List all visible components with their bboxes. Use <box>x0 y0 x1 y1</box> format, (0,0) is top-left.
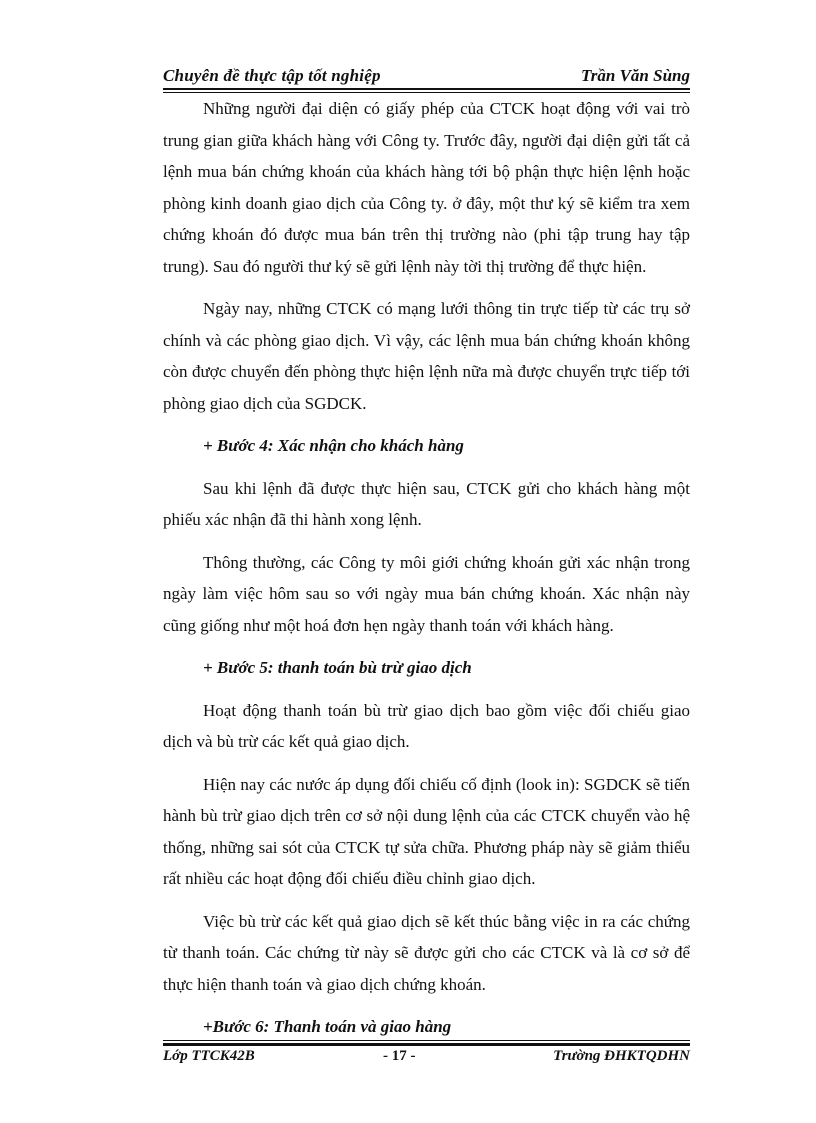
paragraph-network: Ngày nay, những CTCK có mạng lưới thông tin trực tiếp từ các trụ sở chính và các phòng giao dịch. Vì vậy, các lệnh mua bán chứng khoán không còn được chuyển đến phòng thực hiện lệnh nữa mà được chuyển trực tiếp tới phòng giao dịch của SGDCK. <box>163 299 690 413</box>
header-rule <box>163 88 690 90</box>
footer-rule-thin <box>163 1040 690 1041</box>
header-title: Chuyên đề thực tập tốt nghiệp <box>163 66 381 85</box>
paragraph-confirmation: Sau khi lệnh đã được thực hiện sau, CTCK gửi cho khách hàng một phiếu xác nhận đã thi hành xong lệnh. <box>163 478 690 529</box>
paragraph-lock-in: Hiện nay các nước áp dụng đối chiếu cố định (look in): SGDCK sẽ tiến hành bù trừ giao dịch trên cơ sở nội dung lệnh của các CTCK chuyển vào hệ thống, những sai sót của CTCK tự sửa chữa. Phương pháp này sẽ giảm thiểu rất nhiều các hoạt động đối chiếu điều chỉnh giao dịch. <box>163 774 690 888</box>
page-footer <box>163 1040 690 1070</box>
paragraph-clearing: Hoạt động thanh toán bù trừ giao dịch bao gồm việc đối chiếu giao dịch và bù trừ các kết quả giao dịch. <box>163 700 690 751</box>
heading-step-5: + Bước 5: thanh toán bù trừ giao dịch <box>203 658 472 677</box>
heading-step-6: +Bước 6: Thanh toán và giao hàng <box>203 1017 452 1036</box>
footer-rule <box>163 1043 690 1046</box>
page-number: - 17 - <box>383 1048 416 1064</box>
footer-class: Lớp TTCK42B <box>163 1048 255 1064</box>
footer-school: Trường ĐHKTQDHN <box>553 1048 690 1064</box>
heading-step-4: + Bước 4: Xác nhận cho khách hàng <box>203 436 464 455</box>
paragraph-settlement-docs: Việc bù trừ các kết quả giao dịch sẽ kết thúc bằng việc in ra các chứng từ thanh toán. Các chứng từ này sẽ được gửi cho các CTCK và là cơ sở để thực hiện thanh toán và giao dịch chứng khoán. <box>163 911 690 994</box>
page-header <box>163 66 690 90</box>
paragraph-representatives: Những người đại diện có giấy phép của CTCK hoạt động với vai trò trung gian giữa khách hàng với Công ty. Trước đây, người đại diện gửi tất cả lệnh mua bán chứng khoán của khách hàng tới bộ phận thực hiện lệnh hoặc phòng kinh doanh giao dịch của Công ty. ở đây, một thư ký sẽ kiểm tra xem chứng khoán đó được mua bán trên thị trường nào (phi tập trung hay tập trung). Sau đó người thư ký sẽ gửi lệnh này tời thị trường để thực hiện. <box>163 99 690 276</box>
paragraph-confirmation-timing: Thông thường, các Công ty môi giới chứng khoán gửi xác nhận trong ngày làm việc hôm sau so với ngày mua bán chứng khoán. Xác nhận này cũng giống như một hoá đơn hẹn ngày thanh toán với khách hàng. <box>163 552 690 635</box>
header-author: Trần Văn Sùng <box>581 66 690 85</box>
document-body <box>163 93 690 1054</box>
